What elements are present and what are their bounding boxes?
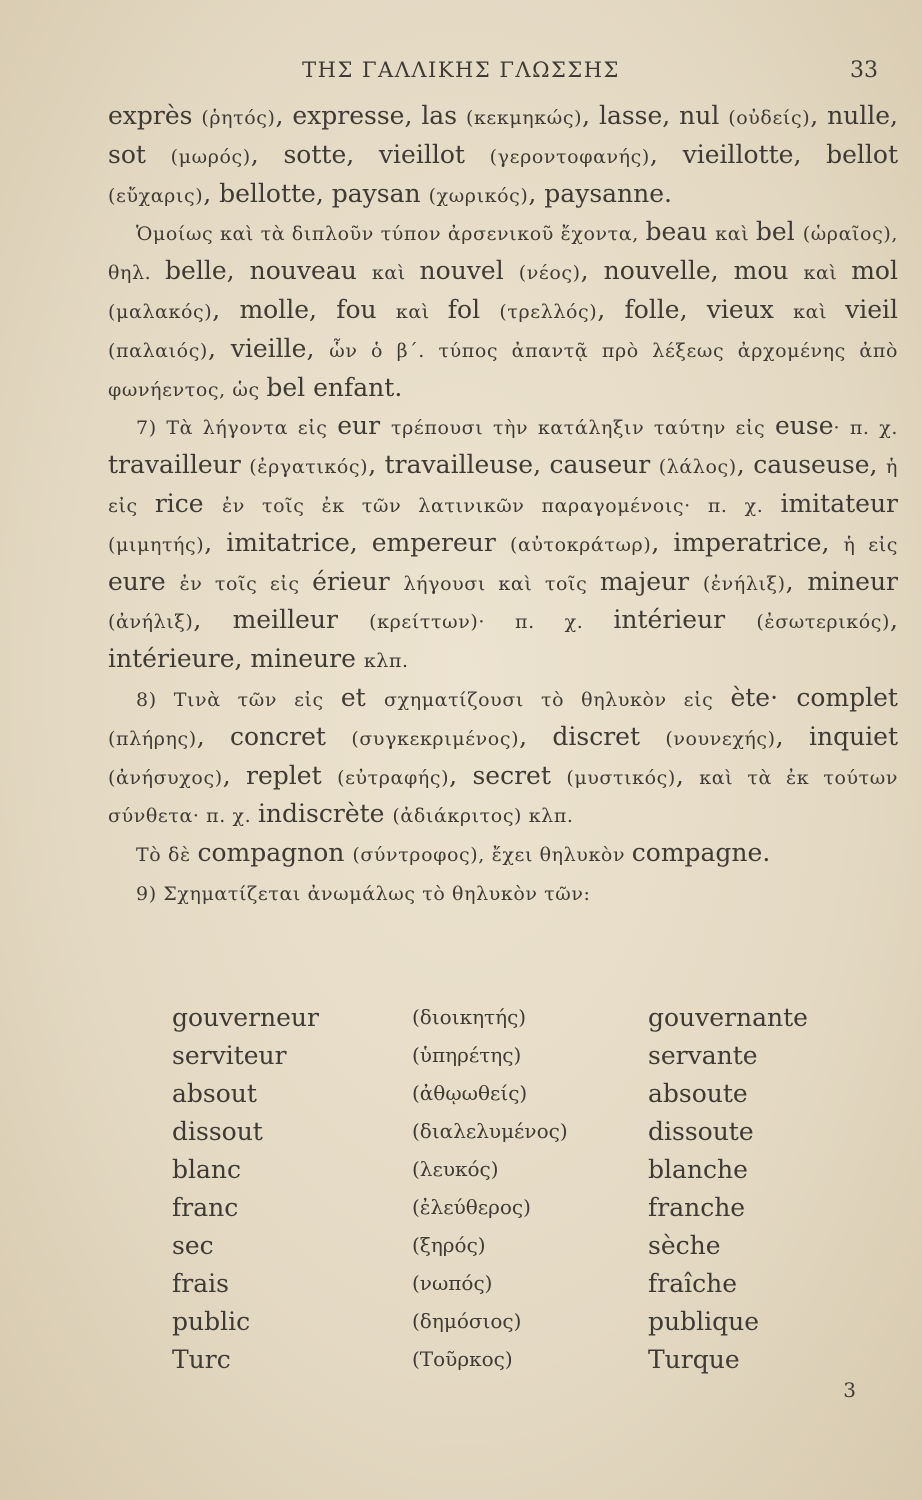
greek-text: ὧν ὁ β΄. τύπος ἀπαντᾷ πρὸ λέξεως ἀρχομένης ἀπὸ φωνήεντος, ὡς	[108, 339, 898, 401]
french-text: , imperatrice,	[651, 527, 844, 557]
french-text: , travailleuse, causeur	[368, 450, 659, 480]
greek-text: (μωρός)	[170, 145, 251, 168]
greek-text: τρέπουσι τὴν κατάληξιν ταύτην εἰς	[391, 417, 775, 440]
greek-text: (μιμητής)	[108, 533, 205, 556]
greek-text: 8) Τινὰ τῶν εἰς	[136, 688, 341, 711]
greek-text: (ἀνήσυχος)	[108, 766, 223, 789]
french-text: majeur	[599, 566, 703, 596]
feminine-form: blanche	[648, 1154, 748, 1184]
french-text: , paysanne.	[528, 178, 672, 208]
greek-text: (σύντροφος), ἔχει θηλυκὸν	[352, 844, 632, 867]
greek-text: (συγκεκριμένος)	[351, 727, 520, 750]
french-text: , nouvelle, mou	[580, 256, 804, 286]
table-row	[172, 1302, 852, 1340]
feminine-forms-table	[172, 998, 852, 1378]
table-row	[172, 1074, 852, 1112]
greek-text: καὶ	[793, 300, 846, 323]
table-row	[172, 1340, 852, 1378]
greek-text: (νέος)	[518, 262, 581, 285]
greek-text: Τὸ δὲ	[136, 844, 198, 867]
french-text: , sotte, vieillot	[250, 139, 490, 169]
feminine-form: publique	[648, 1306, 759, 1336]
greek-text: (ἀδιάκριτος) κλπ.	[392, 805, 574, 828]
french-text: vieil	[845, 294, 898, 324]
french-text: érieur	[312, 566, 404, 596]
paragraph	[108, 214, 898, 408]
table-row	[172, 1264, 852, 1302]
greek-text: (ἐργατικός)	[249, 456, 369, 479]
table-row	[172, 1150, 852, 1188]
masculine-form: serviteur	[172, 1040, 287, 1070]
masculine-form: franc	[172, 1192, 239, 1222]
greek-text: (ῥητός)	[201, 107, 276, 129]
french-text: eur	[337, 411, 392, 441]
signature-mark: 3	[843, 1378, 856, 1402]
greek-text: κλπ.	[363, 650, 409, 673]
greek-text: 9) Σχηματίζεται ἀνωμάλως τὸ θηλυκὸν τῶν:	[136, 882, 591, 905]
french-text: , lasse, nul	[582, 101, 729, 130]
masculine-form: absout	[172, 1078, 257, 1108]
greek-text: καὶ	[371, 262, 420, 285]
greek-gloss: (δημόσιος)	[412, 1309, 522, 1333]
greek-gloss: (διοικητής)	[412, 1005, 527, 1029]
greek-text: (νουνεχής)	[665, 727, 776, 750]
french-text: beau	[645, 217, 716, 247]
french-text: rice	[154, 488, 222, 518]
french-text: euse	[774, 411, 834, 441]
french-text: , expresse, las	[275, 101, 466, 130]
paragraph	[108, 835, 898, 874]
greek-gloss: (νωπός)	[412, 1271, 493, 1295]
french-text: , vieille,	[207, 333, 330, 363]
french-text: fol	[447, 294, 500, 324]
french-text: imitateur	[780, 488, 899, 518]
masculine-form: frais	[172, 1268, 229, 1298]
masculine-form: Turc	[172, 1344, 231, 1374]
table-row	[172, 1188, 852, 1226]
masculine-form: blanc	[172, 1154, 242, 1184]
feminine-form: gouvernante	[648, 1002, 808, 1032]
french-text: compagne.	[631, 838, 771, 868]
greek-text: (εὔχαρις)	[108, 184, 204, 207]
masculine-form: dissout	[172, 1116, 263, 1146]
feminine-form: franche	[648, 1192, 746, 1222]
french-text: belle, nouveau	[165, 256, 372, 286]
french-text: , mineur	[785, 566, 899, 596]
greek-text: καὶ	[715, 223, 756, 246]
greek-text: (μαλακός)	[108, 300, 213, 323]
french-text: , nulle, sot	[108, 101, 899, 169]
french-text: eure	[108, 566, 180, 596]
greek-text: (κεκμηκώς)	[465, 107, 583, 129]
greek-gloss: (Τοῦρκος)	[412, 1347, 513, 1371]
greek-text: (ὡραῖος), θηλ.	[108, 223, 898, 285]
greek-text: 7) Τὰ λήγοντα εἰς	[136, 417, 338, 440]
french-text: et	[340, 682, 385, 712]
french-text: , concret	[196, 721, 352, 751]
page-number: 33	[850, 58, 878, 83]
french-text: , vieillotte, bellot	[649, 139, 899, 169]
feminine-form: dissoute	[648, 1116, 754, 1146]
paragraph	[108, 408, 898, 680]
french-text: travailleur	[108, 450, 250, 480]
french-text: , causeuse,	[736, 450, 887, 480]
running-head: ΤΗΣ ΓΑΛΛΙΚΗΣ ΓΛΩΣΣΗΣ	[302, 58, 620, 82]
table-row	[172, 1036, 852, 1074]
feminine-form: absoute	[648, 1078, 748, 1108]
greek-text: (μυστικός)	[566, 766, 676, 789]
greek-text: (κρείττων)· π. χ.	[369, 611, 614, 634]
french-text: , imitatrice, empereur	[204, 527, 510, 557]
masculine-form: public	[172, 1306, 251, 1336]
table-row	[172, 1112, 852, 1150]
feminine-form: servante	[648, 1040, 758, 1070]
greek-text: (τρελλός)	[499, 300, 598, 323]
greek-text: σχηματίζουσι τὸ θηλυκὸν εἰς	[384, 688, 731, 711]
greek-text: ἡ εἰς	[843, 533, 898, 556]
french-text: , meilleur	[193, 605, 370, 635]
french-text: bel	[755, 217, 803, 247]
greek-gloss: (ξηρός)	[412, 1233, 486, 1257]
paragraph	[108, 874, 898, 913]
greek-text: λήγουσι καὶ τοῖς	[403, 572, 600, 595]
greek-text: (ἐνήλιξ)	[702, 572, 786, 595]
greek-text: · π. χ.	[833, 417, 898, 440]
greek-gloss: (λευκός)	[412, 1157, 499, 1181]
greek-text: (ἀνήλιξ)	[108, 611, 194, 634]
greek-gloss: (ἀθῳωθείς)	[412, 1081, 528, 1105]
greek-text: (ἐσωτερικός)	[756, 611, 891, 634]
greek-gloss: (ἐλεύθερος)	[412, 1195, 531, 1219]
french-text: mol	[851, 256, 898, 286]
greek-gloss: (ὑπηρέτης)	[412, 1043, 522, 1067]
french-text: , molle, fou	[212, 294, 396, 324]
greek-text: ἐν τοῖς εἰς	[179, 572, 313, 595]
french-text: , inquiet	[775, 721, 899, 751]
greek-text: καὶ	[803, 262, 852, 285]
greek-text: (γεροντοφανής)	[489, 145, 650, 168]
french-text: intérieur	[613, 605, 757, 635]
french-text: , intérieure, mineure	[108, 605, 898, 674]
greek-text: (πλήρης)	[108, 727, 197, 750]
french-text: ,	[675, 760, 700, 790]
table-row	[172, 1226, 852, 1264]
body-text	[108, 98, 898, 913]
french-text: , folle, vieux	[597, 294, 794, 324]
french-text: indiscrète	[257, 799, 393, 829]
french-text: , secret	[449, 760, 567, 790]
greek-text: (αὐτοκράτωρ)	[509, 533, 652, 556]
feminine-form: fraîche	[648, 1268, 738, 1298]
greek-text: (λάλος)	[658, 456, 737, 479]
masculine-form: gouverneur	[172, 1002, 319, 1032]
greek-text: ἡ εἰς	[108, 456, 898, 517]
greek-text: (παλαιός)	[108, 339, 208, 362]
feminine-form: Turque	[648, 1344, 740, 1374]
french-text: , bellotte, paysan	[203, 178, 429, 208]
french-text: , replet	[222, 760, 338, 790]
greek-text: καὶ τὰ ἐκ τούτων σύνθετα· π. χ.	[108, 766, 898, 828]
feminine-form: sèche	[648, 1230, 721, 1260]
french-text: nouvel	[419, 256, 519, 286]
french-text: bel enfant.	[266, 372, 403, 402]
greek-gloss: (διαλελυμένος)	[412, 1119, 568, 1143]
paragraph	[108, 680, 898, 835]
french-text: ète· complet	[730, 682, 898, 712]
masculine-form: sec	[172, 1230, 214, 1260]
greek-text: καὶ	[395, 300, 448, 323]
french-text: compagnon	[197, 838, 353, 868]
french-text: exprès	[108, 101, 202, 130]
greek-text: (χωρικός)	[428, 184, 529, 207]
greek-text: (εὐτραφής)	[337, 766, 450, 789]
greek-text: ἐν τοῖς ἐκ τῶν λατινικῶν παραγομένοις· π. χ.	[221, 494, 781, 517]
greek-text: (οὐδείς)	[728, 107, 811, 129]
table-row	[172, 998, 852, 1036]
french-text: , discret	[519, 721, 666, 751]
greek-text: Ὁμοίως καὶ τὰ διπλοῦν τύπον ἀρσενικοῦ ἔχοντα,	[136, 223, 646, 246]
paragraph	[108, 98, 898, 214]
